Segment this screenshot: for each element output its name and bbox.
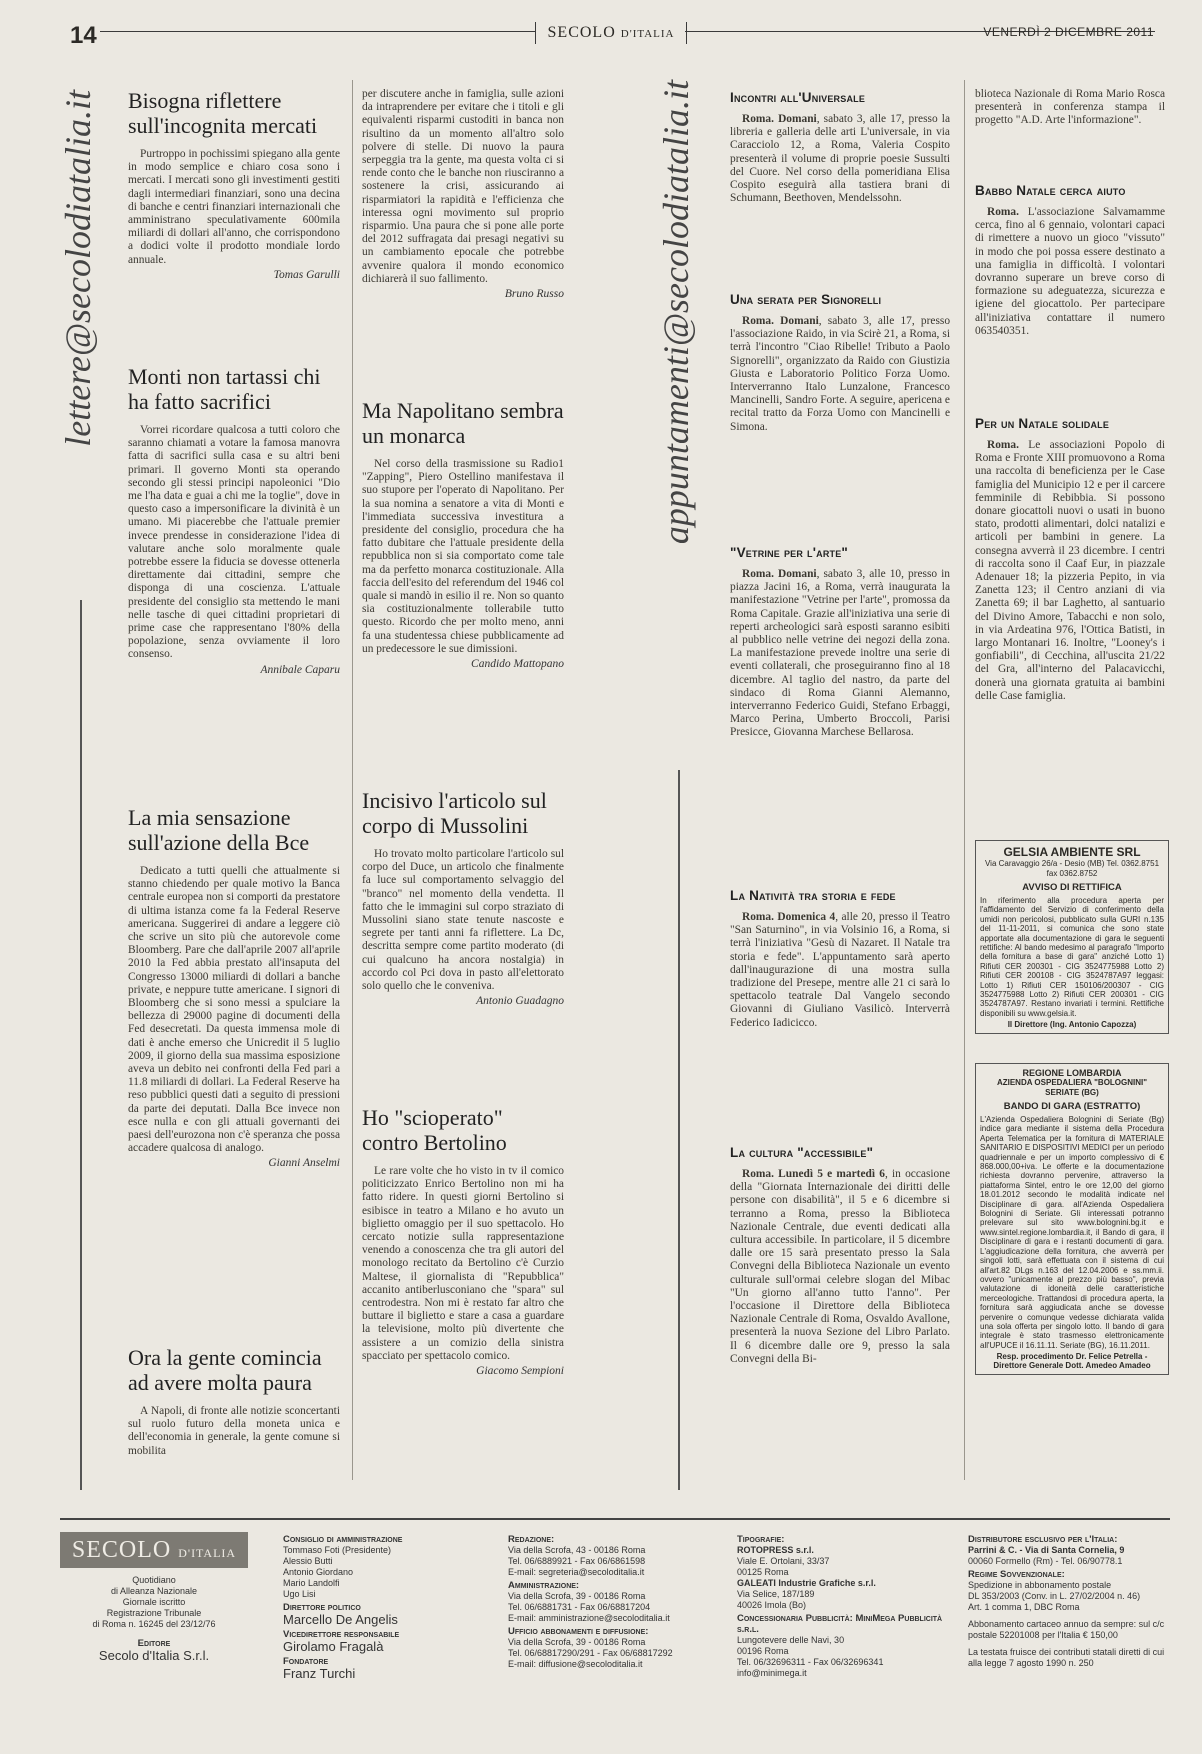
letter-title: Ora la gente comincia ad avere molta paura <box>128 1345 322 1395</box>
footer-info-line: di Alleanza Nazionale <box>110 1586 198 1596</box>
letter-body: Ho trovato molto particolare l'articolo sul corpo del Duce, un articolo che finalmente fa luce sul comportamento selvaggio del "branco" nel momento della vendetta. Il fatto che le immagini sul corpo straziato di Mussolini siano state tenute nascoste e segrete per tanti anni fa riflettere. La Dc, descritta sempre come partito moderato (di cui qualcuno ha ancora nostalgia) in accordo col Pci dova in pasto all'elettorato solo quello che le conveniva. <box>362 848 564 993</box>
appointment-title: Per un Natale solidale <box>975 416 1110 431</box>
footer-ufficio-label: Ufficio abbonamenti e diffusione: <box>508 1626 649 1637</box>
footer-director-label: Direttore politico <box>283 1602 361 1613</box>
footer-tipografie-label: Tipografie: <box>737 1534 785 1545</box>
letter-title: Ho "scioperato" contro Bertolino <box>362 1105 507 1155</box>
issue-date: VENERDÌ 2 DICEMBRE 2011 <box>983 25 1154 39</box>
letter-title: Bisogna riflettere sull'incognita mercati <box>128 88 318 138</box>
footer-address-line: Tel. 06/68817290/291 - Fax 06/68817292 <box>508 1648 673 1658</box>
letter-body: per discutere anche in famiglia, sulle azioni da intraprendere per evitare che i titoli e gli equivalenti risparmi custoditi in banca non risultino da un momento all'altro solo polvere di stelle. Di nuovo la paura serpeggia tra la gente, ma questa volta ci si rende conto che le banche non riusciranno a sostenere la crisi, assicurando ai risparmiatori la rapidità e l'efficienza che interessa ogni movimento sul proprio risparmio. Una paura che si pone alle porte del 2012 suffragata dai presagi negativi su un cambiamento epocale che potrebbe avvenire qualora il mondo economico dichiarerà il suo fallimento. <box>362 88 564 285</box>
footer-logo-suffix: D'ITALIA <box>178 1546 237 1560</box>
footer-address-line: info@minimega.it <box>737 1668 807 1678</box>
footer-address-line: Lungotevere delle Navi, 30 <box>737 1635 845 1645</box>
letter-signature: Annibale Caparu <box>260 663 340 676</box>
appointment-lead: Roma. Lunedì 5 e martedì 6 <box>742 1168 885 1180</box>
ad-company: GELSIA AMBIENTE SRL <box>1003 845 1141 859</box>
appointments-email-label: appuntamenti@secolodiatalia.it <box>656 80 696 545</box>
letter-article <box>128 364 340 676</box>
footer-info-line: Quotidiano <box>132 1575 176 1585</box>
footer-address-line: Via Selice, 187/189 <box>737 1589 815 1599</box>
appointment-body: , alle 20, presso il Teatro "San Saturnino", in via Volsinio 16, a Roma, si terrà l'iniziativa "Gesù di Nazaret. Il Natale tra storia e fede". L'appuntamento sarà aperto dall'inaugurazione di una mostra sulla tradizione del Presepe, mentre alle 21 ci sarà lo spettacolo teatrale Dal Vangelo secondo Giovanni di Giuliano Vasilicò. Interverrà Federico Iadicicco. <box>730 911 951 1029</box>
appointment-article-continuation <box>975 88 1165 128</box>
header-rule-left <box>100 31 535 32</box>
ad-signature: Il Direttore (Ing. Antonio Capozza) <box>1007 1020 1137 1030</box>
letter-body: Nel corso della trasmissione su Radio1 "Zapping", Piero Ostellino manifestava il suo stupore per l'operato di Napolitano. Per la sua nomina a senatore a vita di Monti e l'immediata successiva investitura a presidente del consiglio, procedura che ha fatto dubitare che l'attuale presidente della repubblica non si sia comportato come tale ma da perfetto monarca costituzionale. Alla faccia dell'esito del referendum del 1946 col quale si mandò in esilio il re. Non so quanto sia costituzionalmente tollerabile tutto questo. Ricordo che per molto meno, anni fa una studentessa chiese pubblicamente ad un predecessore le sue dimissioni. <box>362 458 564 655</box>
letter-body: Vorrei ricordare qualcosa a tutti coloro che saranno chiamati a votare la famosa manovra fatta di sacrifici sulla casa e su altri beni primari. Il governo Monti sta operando secondo gli stessi principi napoleonici "Dio me l'ha data e guai a chi me la toglie", dove in questo caso a impersonificare la divinità è un umano. Mi piacerebbe che l'attuale premier invece prendesse in considerazione l'idea di valutare anche solo moralmente quale potrebbe essere la fiducia se dovesse ottenerla direttamente dai cittadini, sempre che disponga di una coscienza. L'attuale presidente del consiglio sta mettendo le mani nelle tasche di quei cittadini proprietari di prime case che rappresentano l'80% della popolazione, senza ovviamente il loro consenso. <box>128 424 340 661</box>
letter-body: Dedicato a tutti quelli che attualmente si stanno chiedendo per quale motivo la Banca centrale europea non si comporti da prestatore di ultima istanza come fa la Federal Reserve americana. Suggerirei di andare a leggere ciò che scrive un sito più che autorevole come Bloomberg. Pare che dall'aprile 2007 all'aprile 2010 la Fed abbia prestato all'insaputa del Congresso 13000 miliardi di dollari a banche private, e neppure tutte americane. I signori di Bloomberg che si sono messi a spulciare la bellezza di 29000 pagine di documenti della Fed desecretati. Da questa immensa mole di dati è anche emerso che Unicredit il 5 luglio 2009, il giorno della sua massima esposizione aveva un debito nei confronti della Fed pari a 11.8 miliardi di dollari. La Federal Reserve ha reso pubblici questi dati a seguito di pressioni da parte dei deputati. Dalla Bce invece non esce nulla e con gli attuali governanti dei paesi dell'eurozona non c'è speranza che possa accadere qualcosa di analogo. <box>128 865 340 1155</box>
letter-signature: Bruno Russo <box>504 288 564 301</box>
column-rule <box>352 80 353 1480</box>
footer-printer-name: GALEATI Industrie Grafiche s.r.l. <box>737 1578 876 1588</box>
appointment-title: Una serata per Signorelli <box>730 292 882 307</box>
letter-article <box>128 1345 340 1458</box>
footer-board-member: Tommaso Foti (Presidente) <box>283 1545 392 1555</box>
footer-address-line: DL 353/2003 (Conv. in L. 27/02/2004 n. 46) <box>968 1591 1141 1601</box>
appointment-article <box>730 545 950 740</box>
footer-address-line: 00060 Formello (Rm) - Tel. 06/90778.1 <box>968 1556 1123 1566</box>
footer-distributore: Parrini & C. - Via di Santa Cornelia, 9 <box>968 1545 1125 1555</box>
appointment-body: , sabato 3, alle 17, presso la libreria e galleria delle arti L'universale, in via Caracciolo 12, a Roma, Valeria Cospito presenterà il volume di proprie poesie Sussulti del Cuore. Nel corso della pomeridiana Elisa Cospito eseguirà alla tastiera brani di Schumann, Beethoven, Mendelssohn. <box>730 113 950 205</box>
ad-subtitle: AZIENDA OSPEDALIERA "BOLOGNINI" SERIATE (BG) <box>996 1078 1148 1097</box>
ad-title: AVVISO DI RETTIFICA <box>1022 882 1122 893</box>
appointment-title: La cultura "accessibile" <box>730 1145 874 1160</box>
ad-body: L'Azienda Ospedaliera Bolognini di Seriate (Bg) indice gara mediante il sistema della Procedura Aperta Telematica per la fornitura di MATERIALE SANITARIO E DISPOSITIVI MEDICI per un periodo quadriennale e per un importo complessivo di € 868.000,00+iva. Le offerte e la documentazione richiesta dovranno pervenire, attraverso la piattaforma Sintel, entro le ore 12,00 del giorno 18.01.2012 secondo le modalità indicate nel Disciplinare di gara. all'Azienda Ospedaliera Bolognini di Seriate. Gli interessati potranno prelevare sul sito www.bolognini.bg.it e www.sintel.regione.lombardia.it, il Bando di gara, il Disciplinare di gara e i restanti documenti di gara. L'aggiudicazione della fornitura, che avverrà per singoli lotti, sarà effettuata con il sistema di cui all'art.82 DLgs n.163 del 12.04.2006 e ss.mm.ii. ovvero "unicamente al prezzo più basso", previa valutazione di idoneità delle caratteristiche merceologiche. Trattandosi di procedura aperta, la fornitura sarà aggiudicata anche se dovesse pervenire o comunque vedesse dichiarata valida una sola offerta per singolo lotto. Il bando di gara integrale è stato trasmesso elettronicamente all'UPUCE il 16.11.11. Seriate (BG), 16.11.2011. <box>980 1115 1164 1350</box>
footer-sped-label: Regime Sovvenzionale: <box>968 1569 1065 1580</box>
footer-board-member: Alessio Butti <box>283 1556 333 1566</box>
appointment-title: Babbo Natale cerca aiuto <box>975 183 1126 198</box>
appointment-article <box>975 416 1165 703</box>
footer-distributore-label: Distributore esclusivo per l'Italia: <box>968 1534 1118 1545</box>
letter-body: A Napoli, di fronte alle notizie sconcertanti sul ruolo futuro della moneta unica e dell'economia in generale, la gente comune si mobilita <box>128 1405 340 1457</box>
appointment-article <box>730 292 950 434</box>
masthead <box>535 22 687 44</box>
appointment-lead: Roma. <box>987 439 1019 451</box>
letter-signature: Candido Mattopano <box>471 658 564 671</box>
letter-signature: Gianni Anselmi <box>268 1157 340 1170</box>
ad-body: In riferimento alla procedura aperta per l'affidamento del Servizio di conferimento della umidi non pericolosi, pubblicato sulla GURI n.135 del 11-11-2011, si comunica che sono state apportate alla documentazione di gara le seguenti rettifiche: Al bando medesimo al paragrafo "Importo della fornitura a base di gara" anziché Lotto 1) Rifiuti CER 200301 - CIG 3524775988 Lotto 2) Rifiuti CER 200108 - CIG 3524787A97 leggasi: Lotto 1) Rifiuti CER 150106/200307 - CIG 3524775988 Lotto 2) Rifiuti CER 200301 - CIG 3524787A97. Restano invariati i termini. Rettifiche disponibili su www.gelsia.it. <box>980 896 1164 1018</box>
appointment-lead: Roma. Domani <box>742 568 817 580</box>
appointment-lead: Roma. Domenica 4 <box>742 911 836 923</box>
appointment-lead: Roma. Domani <box>742 113 817 125</box>
letter-title: Ma Napolitano sembra un monarca <box>362 398 564 448</box>
footer-info-line: di Roma n. 16245 del 23/12/76 <box>92 1619 216 1629</box>
footer-address-line: E-mail: segreteria@secoloditalia.it <box>508 1567 645 1577</box>
letter-body: Le rare volte che ho visto in tv il comico politicizzato Enrico Bertolino non mi ha fatto ridere. In questi giorni Bertolino si esibisce in teatro a Milano e ho avuto un biglietto omaggio per il suo spettacolo. Ho cercato notizie sulla rappresentazione venendo a conoscenza che tra gli autori del monologo recitato da Bertolino c'è Curzio Maltese, il giornalista di "Repubblica" accanito antiberlusconiano che "spara" sul centrodestra. Non mi è restato far altro che buttare il biglietto e stare a casa a guardare la televisione, molto più divertente che assistere a un comizio della sinistra spacciato per spettacolo comico. <box>362 1165 564 1362</box>
footer-vice: Girolamo Fragalà <box>283 1639 384 1654</box>
footer-director: Marcello De Angelis <box>283 1612 398 1627</box>
appointment-body: , sabato 3, alle 10, presso in piazza Jacini 16, a Roma, verrà inaugurata la manifestazione "Vetrine per l'arte", promossa da Roma Capitale. Grazie all'iniziativa una serie di reperti archeologici sarà esposti saranno esibiti al pubblico nelle vetrine dei negozi della zona. La manifestazione prevede inoltre una serie di eventi collaterali, che proseguiranno fino al 18 dicembre. Al taglio del nastro, da parte del sindaco di Roma Gianni Alemanno, interverranno Federico Guidi, Stefano Erbaggi, Marco Perina, Umberto Broccoli, Parisi Presicce, Giovanna Marchese Bellarosa. <box>730 568 950 739</box>
footer-founder: Franz Turchi <box>283 1666 356 1681</box>
footer-redazione-label: Redazione: <box>508 1534 555 1545</box>
footer-address-line: Art. 1 comma 1, DBC Roma <box>968 1602 1080 1612</box>
footer-testata: La testata fruisce dei contributi statali diretti di cui alla legge 7 agosto 1990 n. 250 <box>968 1647 1165 1668</box>
footer-board-member: Antonio Giordano <box>283 1567 354 1577</box>
footer-address-line: 00196 Roma <box>737 1646 789 1656</box>
letter-article <box>128 805 340 1169</box>
footer-rule <box>60 1518 1170 1520</box>
ad-company: REGIONE LOMBARDIA <box>1022 1068 1122 1078</box>
footer-pubblicita-label: Concessionaria Pubblicità: MiniMega Pubblicità s.r.l. <box>737 1613 943 1635</box>
letter-title: La mia sensazione sull'azione della Bce <box>128 805 310 855</box>
footer-address-line: Via della Scrofa, 39 - 00186 Roma <box>508 1591 646 1601</box>
letter-body: Purtroppo in pochissimi spiegano alla gente in modo semplice e chiaro cosa sono i mercati. I mercati sono gli investimenti gestiti dagli intermediari finanziari, sono una decina di banche e centri finanziari internazionali che amministrano speculativamente 600mila miliardi di dollari all'anno, che corrispondono a dodici volte il prodotto mondiale lordo annuale. <box>128 148 340 266</box>
letter-article <box>362 788 564 1007</box>
letters-vertical-rule <box>80 600 82 1490</box>
footer-board-member: Mario Landolfi <box>283 1578 340 1588</box>
footer-publication-info <box>60 1575 248 1663</box>
appointment-lead: Roma. Domani <box>742 315 819 327</box>
appointment-body: , sabato 3, alle 17, presso l'associazione Raido, in via Scirè 21, a Roma, si terrà l'incontro "Ciao Ribelle! Tributo a Paolo Signorelli", organizzato da Raido con Giustizia Giusta e Laboratorio Politico Forza Uomo. Interverranno Italo Lunzalone, Francesco Mancinelli, Sandro Forte. A seguire, apericena e recital tratto da Forza Uomo con Mancinelli e Simona. <box>730 315 951 433</box>
footer-address-line: 00125 Roma <box>737 1567 789 1577</box>
footer-address-line: Tel. 06/32696311 - Fax 06/32696341 <box>737 1657 884 1667</box>
footer-address-line: Tel. 06/6881731 - Fax 06/68817204 <box>508 1602 651 1612</box>
masthead-name: SECOLO <box>547 24 616 41</box>
footer-address-line: Viale E. Ortolani, 33/37 <box>737 1556 830 1566</box>
page-number: 14 <box>70 22 97 49</box>
appointment-article <box>730 888 950 1030</box>
footer-address-line: Via della Scrofa, 39 - 00186 Roma <box>508 1637 646 1647</box>
footer-address-line: Via della Scrofa, 43 - 00186 Roma <box>508 1545 646 1555</box>
letters-email-label: lettere@secolodiatalia.it <box>58 90 98 447</box>
footer-amministrazione-label: Amministrazione: <box>508 1580 580 1591</box>
ad-signature: Resp. procedimento Dr. Felice Petrella - Direttore Generale Dott. Amedeo Amadeo <box>993 1352 1151 1371</box>
appointment-body: blioteca Nazionale di Roma Mario Rosca presenterà in conferenza stampa il progetto "A.D. Arte l'informazione". <box>975 88 1165 127</box>
masthead-suffix: D'ITALIA <box>620 28 675 40</box>
footer-founder-label: Fondatore <box>283 1656 329 1667</box>
footer-info-line: Giornale iscritto <box>122 1597 186 1607</box>
footer-board-member: Ugo Lisi <box>283 1589 316 1599</box>
letter-title: Incisivo l'articolo sul corpo di Mussolini <box>362 788 547 838</box>
appointment-body: , in occasione della "Giornata Internazionale dei diritti delle persone con disabilità", il 5 e 6 dicembre si terranno a Roma, presso la Biblioteca Nazionale Centrale, due eventi dedicati alla cultura accessibile. In particolare, il 5 dicembre dalle ore 15 sarà presentato presso la Sala Convegni della Biblioteca Nazionale un evento culturale sull'ormai celebre slogan del Mibac "Un giorno all'anno tutto l'anno". Per l'occasione il Direttore della Biblioteca Nazionale Centrale di Roma, Osvaldo Avallone, presenterà la nuova Sezione del Libro Parlato. Il 6 dicembre dalle ore 9, presso la sala Convegni della Bi- <box>730 1168 950 1365</box>
footer-offices <box>508 1532 708 1670</box>
footer-distribution <box>968 1532 1168 1669</box>
letter-article <box>128 88 340 281</box>
footer-address-line: Spedizione in abbonamento postale <box>968 1580 1112 1590</box>
footer-info-line: Registrazione Tribunale <box>106 1608 202 1618</box>
column-rule <box>964 80 965 1480</box>
footer-editor: Secolo d'Italia S.r.l. <box>98 1648 210 1663</box>
appointment-article <box>975 183 1165 338</box>
letter-signature: Tomas Garulli <box>273 268 340 281</box>
letter-article-continuation <box>362 88 564 300</box>
footer-printers <box>737 1532 947 1679</box>
legal-notice-gelsia <box>975 840 1169 1034</box>
footer-address-line: 40026 Imola (Bo) <box>737 1600 807 1610</box>
appointments-vertical-rule <box>678 770 680 1490</box>
appointment-title: "Vetrine per l'arte" <box>730 545 849 560</box>
appointment-title: Incontri all'Universale <box>730 90 866 105</box>
appointment-article <box>730 1145 950 1366</box>
ad-address: Via Caravaggio 26/a - Desio (MB) Tel. 0362.8751 fax 0362.8752 <box>984 859 1160 878</box>
footer-abbonamento: Abbonamento cartaceo annuo da sempre: sul c/c postale 52201008 per l'Italia € 150,00 <box>968 1619 1165 1640</box>
appointment-lead: Roma. <box>987 206 1019 218</box>
footer-printer-name: ROTOPRESS s.r.l. <box>737 1545 814 1555</box>
legal-notice-bolognini <box>975 1063 1169 1375</box>
letter-article <box>362 398 564 670</box>
footer-board-label: Consiglio di amministrazione <box>283 1534 403 1545</box>
appointment-title: La Natività tra storia e fede <box>730 888 896 903</box>
letter-title: Monti non tartassi chi ha fatto sacrifici <box>128 364 321 414</box>
letter-article <box>362 1105 564 1377</box>
ad-title: BANDO DI GARA (ESTRATTO) <box>1003 1101 1141 1112</box>
footer-vice-label: Vicedirettore responsabile <box>283 1629 400 1640</box>
letter-signature: Antonio Guadagno <box>476 995 564 1008</box>
footer-logo <box>60 1532 248 1568</box>
footer-address-line: E-mail: diffusione@secoloditalia.it <box>508 1659 643 1669</box>
footer-board <box>283 1532 483 1681</box>
footer-address-line: E-mail: amministrazione@secoloditalia.it <box>508 1613 670 1623</box>
appointment-body: Le associazioni Popolo di Roma e Fronte XIII promuovono a Roma una raccolta di beneficienza per le Case famiglia del Municipio 12 e per il carcere femminile di Rebibbia. Si possono donare giocattoli nuovi o usati in buono stato, prodotti alimentari, dolci natalizi e articoli per bambini in genere. La consegna avverrà il 23 dicembre. I centri di raccolta sono il Caaf Eur, in piazzale Adenauer 18; la pizzeria Pepito, in via Zanetta 123; il Centro anziani di via Zanetta 69; il bar Laghetto, al santuario del Divino Amore, Tabacchi e non solo, in via Ardeatina 976, l'Ottica Batisti, in largo Montanari 16. Inoltre, "Looney's i gonfiabili", di Cecchina, all'uscita 21/22 del Gra, all'interno del Palacavicchi, donerà una giornata gratuita ai bambini delle Case famiglia. <box>975 439 1165 702</box>
footer-logo-name: SECOLO <box>71 1537 172 1563</box>
footer-editor-label: Editore <box>137 1638 171 1649</box>
letter-signature: Giacomo Sempioni <box>476 1365 564 1378</box>
appointment-body: L'associazione Salvamamme cerca, fino al 6 gennaio, volontari capaci di rimettere a nuovo un gioco "vissuto" in modo che poi possa essere destinato a una famiglia in difficoltà. I volontari dovranno superare un breve corso di formazione su adeguatezza, sicurezza e igiene del giocattolo. Per partecipare all'iniziativa contattare il numero 063540351. <box>975 206 1165 337</box>
appointment-article <box>730 90 950 205</box>
footer-address-line: Tel. 06/6889921 - Fax 06/6861598 <box>508 1556 646 1566</box>
